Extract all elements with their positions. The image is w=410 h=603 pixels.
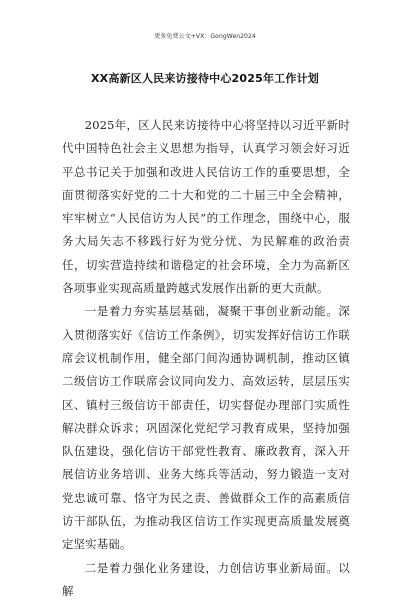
document-title: XX高新区人民来访接待中心2025年工作计划 [91,72,319,85]
paragraph-intro: 2025年，区人民来访接待中心将坚持以习近平新时代中国特色社会主义思想为指导，认真学习领会好习近平总书记关于加强和改进人民信访工作的重要思想，全面贯彻落实好党的二十大和党的二十届三中全会精神，牢牢树立“人民信访为人民”的工作理念，围绕中心，服务大局矢志不移践行好为党分忧、为民解难的政治责任，切实营造持续和谐稳定的社会环境，全力为高新区各项事业实现高质量跨越式发展作出新的更大贡献。 [62,118,350,296]
header-note: 更多免费公文+VX：GongWen2024 [154,33,256,40]
document-body [62,114,350,603]
paragraph-point-one: 一是着力夯实基层基础，凝聚干事创业新动能。深入贯彻落实好《信访工作条例》，切实发挥好信访工作联席会议机制作用，健全部门间沟通协调机制，推动区镇二级信访工作联席会议同向发力、高效运转，层层压实区、镇村三级信访干部责任，切实督促办理部门实质性解决群众诉求；巩固深化党纪学习教育成果，坚持加强队伍建设，强化信访干部党性教育、廉政教育，深入开展信访业务培训、业务大练兵等活动，努力锻造一支对党忠诚可靠、恪守为民之责、善做群众工作的高素质信访干部队伍，为推动我区信访工作实现更高质量发展奠定坚实基础。 [62,304,350,552]
paragraph-point-two: 二是着力强化业务建设，力创信访事业新局面。以解 [62,560,350,598]
